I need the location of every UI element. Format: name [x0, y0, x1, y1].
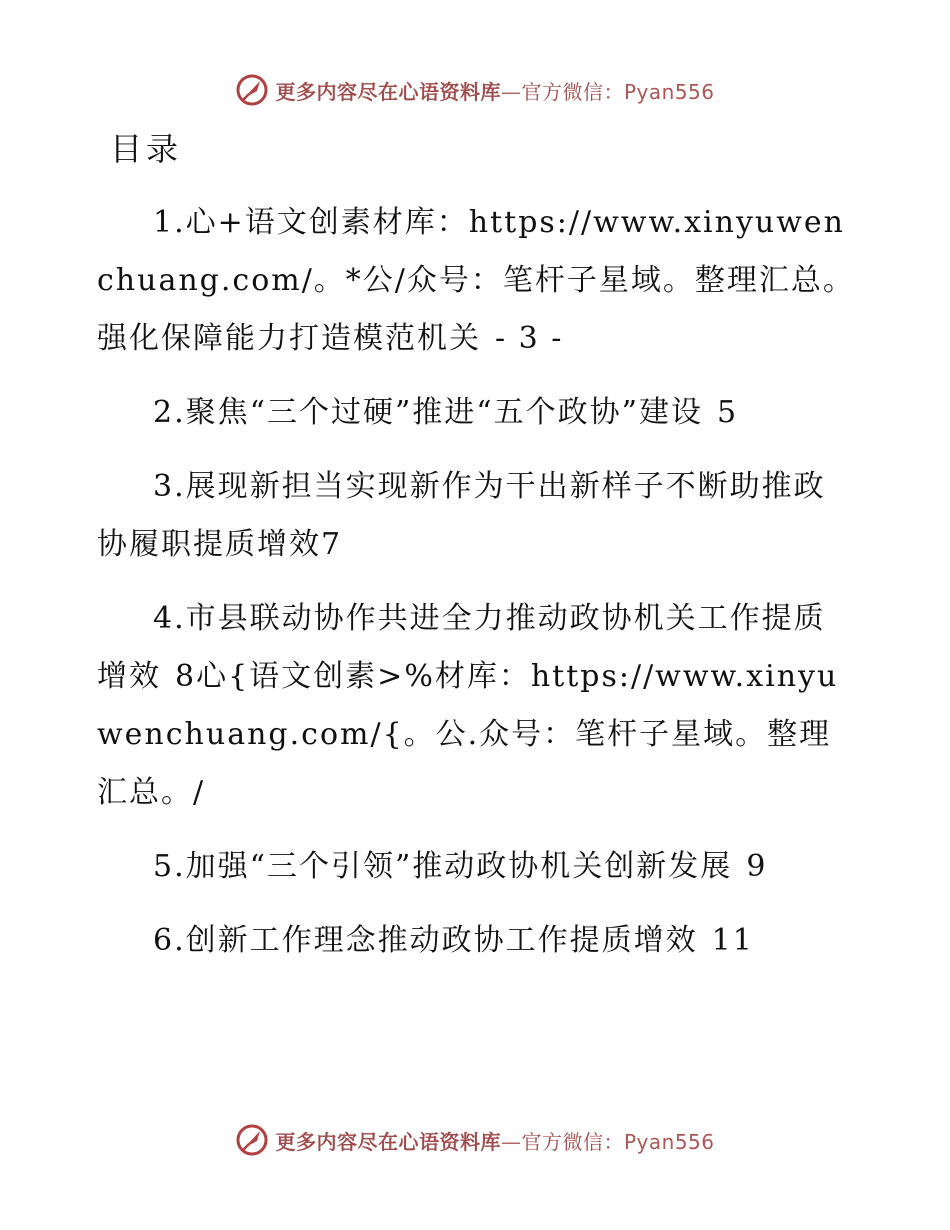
- toc-entry-text: 心+语文创素材库：https://www.xinyuwenchuang.com/。*公/众号：笔杆子星域。整理汇总。强化保障能力打造模范机关: [97, 205, 855, 356]
- watermark-dash: —: [500, 1129, 522, 1154]
- toc-entry-text: 聚焦“三个过硬”推进“五个政协”建设: [185, 395, 703, 430]
- toc-entry-1[interactable]: [97, 194, 857, 368]
- quill-logo-icon: [235, 73, 269, 107]
- table-of-contents: [97, 194, 857, 986]
- header-watermark: [0, 70, 950, 110]
- toc-entry-number: 1.: [153, 205, 186, 240]
- toc-entry-number: 5.: [153, 849, 186, 884]
- toc-entry-page: 9: [746, 849, 768, 884]
- toc-entry-watermark-text: 心{语文创素>%材库：https://www.xinyuwenchuang.com/{。公.众号：笔杆子星域。整理汇总。/: [97, 659, 839, 810]
- toc-entry-number: 2.: [153, 395, 186, 430]
- toc-entry-5[interactable]: [97, 838, 857, 896]
- watermark-text: [275, 1126, 714, 1155]
- toc-entry-text: 加强“三个引领”推动政协机关创新发展: [185, 849, 733, 884]
- watermark-wechat-label: 官方微信：: [521, 1129, 624, 1154]
- toc-entry-text: 市县联动协作共进全力推动政协机关工作提质增效: [97, 601, 826, 694]
- footer-watermark: [0, 1120, 950, 1160]
- toc-entry-page: 11: [711, 923, 754, 958]
- toc-entry-page: 5: [716, 395, 739, 430]
- watermark-wechat-id: Pyan556: [623, 1129, 715, 1154]
- page-title: 目录: [110, 130, 183, 168]
- toc-entry-text: 展现新担当实现新作为干出新样子不断助推政协履职提质增效: [97, 469, 826, 562]
- watermark-dash: —: [500, 79, 522, 104]
- toc-entry-4[interactable]: [97, 590, 857, 822]
- watermark-text: [275, 76, 714, 105]
- watermark-site: 更多内容尽在心语资料库: [275, 1129, 501, 1154]
- toc-entry-page: 7: [321, 527, 343, 562]
- toc-entry-page: - 3 -: [495, 321, 564, 356]
- toc-entry-number: 3.: [153, 469, 186, 504]
- watermark-site: 更多内容尽在心语资料库: [275, 79, 501, 104]
- toc-entry-number: 4.: [153, 601, 186, 636]
- watermark-wechat-id: Pyan556: [623, 79, 715, 104]
- toc-entry-2[interactable]: [97, 384, 857, 442]
- watermark-wechat-label: 官方微信：: [521, 79, 624, 104]
- toc-entry-6[interactable]: [97, 912, 857, 970]
- toc-entry-text: 创新工作理念推动政协工作提质增效: [185, 923, 698, 958]
- toc-entry-page: 8: [175, 659, 197, 694]
- toc-entry-3[interactable]: [97, 458, 857, 574]
- quill-logo-icon: [235, 1123, 269, 1157]
- toc-entry-number: 6.: [153, 923, 186, 958]
